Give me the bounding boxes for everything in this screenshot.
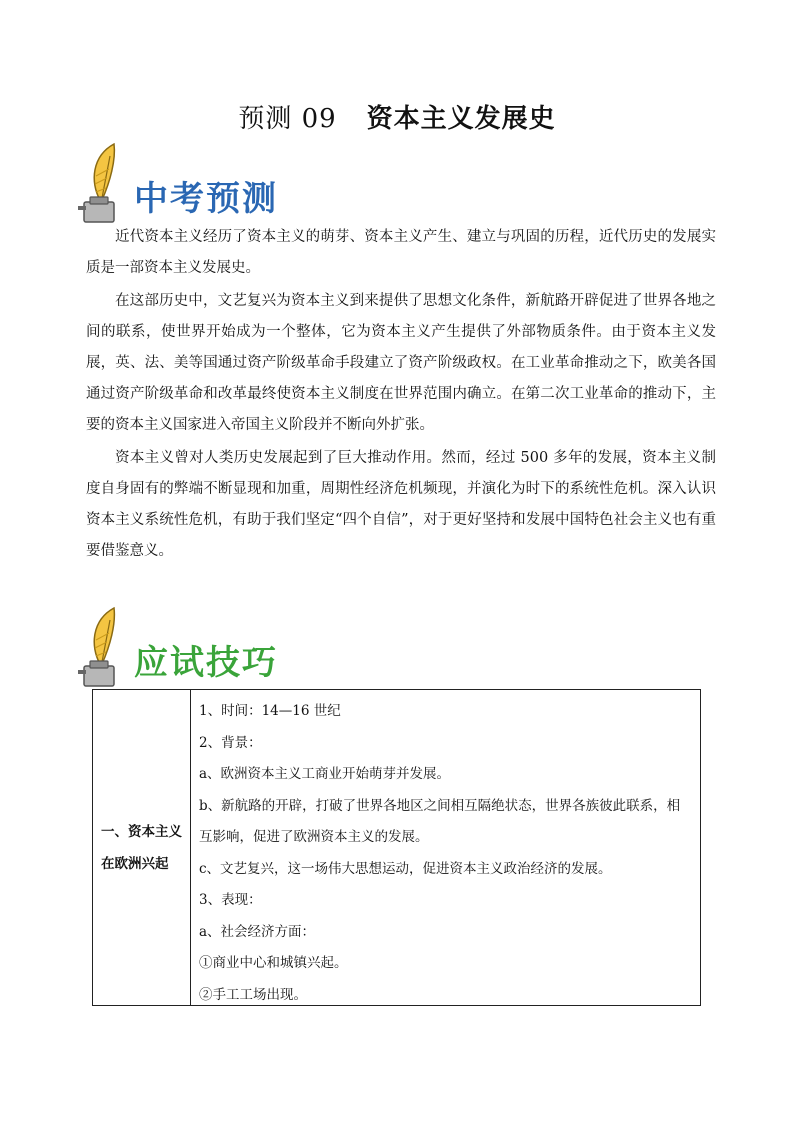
banner-exam-prediction [72,142,372,226]
quill-pen-inkwell-icon [72,606,136,690]
prediction-text [86,222,716,569]
paragraph-2: 在这部历史中，文艺复兴为资本主义到来提供了思想文化条件，新航路开辟促进了世界各地之间的联系，使世界开始成为一个整体，它为资本主义产生提供了外部物质条件。由于资本主义发展，英、法、美等国通过资产阶级革命手段建立了资产阶级政权。在工业革命推动之下，欧美各国通过资产阶级革命和改革最终使资本主义制度在世界范围内确立。在第二次工业革命的推动下，主要的资本主义国家进入帝国主义阶段并不断向外扩张。 [86,293,716,433]
topic-line-2: 在欧洲兴起 [101,855,169,872]
title-number: 预测 09 [238,104,337,134]
table-content-cell [191,690,700,1005]
section-heading-exam-prediction: 中考预测 [134,179,278,219]
content-line: ②手工工场出现。 [199,986,307,1003]
table-topic-cell [93,690,191,1005]
topic-line-1: 一、资本主义 [101,823,182,840]
content-line: 3、表现： [199,892,262,908]
banner-exam-skills [72,606,372,690]
content-line: a、欧洲资本主义工商业开始萌芽并发展。 [199,766,451,782]
content-line: c、文艺复兴，这一场伟大思想运动，促进资本主义政治经济的发展。 [199,860,612,877]
skills-table [92,689,701,1006]
content-line: b、新航路的开辟，打破了世界各地区之间相互隔绝状态，世界各族彼此联系，相互影响，促进了欧洲资本主义的发展。 [199,797,681,845]
quill-pen-inkwell-icon [72,142,136,226]
paragraph-1: 近代资本主义经历了资本主义的萌芽、资本主义产生、建立与巩固的历程，近代历史的发展实质是一部资本主义发展史。 [86,229,716,276]
title-text: 资本主义发展史 [366,104,556,134]
paragraph-3: 资本主义曾对人类历史发展起到了巨大推动作用。然而，经过 500 多年的发展，资本主义制度自身固有的弊端不断显现和加重，周期性经济危机频现，并演化为时下的系统性危机。深入认识资本主义系统性危机，有助于我们坚定“四个自信”，对于更好坚持和发展中国特色社会主义也有重要借鉴意义。 [86,450,716,559]
page-title [0,98,794,135]
content-line: a、社会经济方面： [199,923,316,940]
content-line: ①商业中心和城镇兴起。 [199,955,348,971]
content-line: 1、时间：14—16 世纪 [199,703,341,719]
section-heading-exam-skills: 应试技巧 [134,643,278,683]
content-line: 2、背景： [199,734,262,751]
